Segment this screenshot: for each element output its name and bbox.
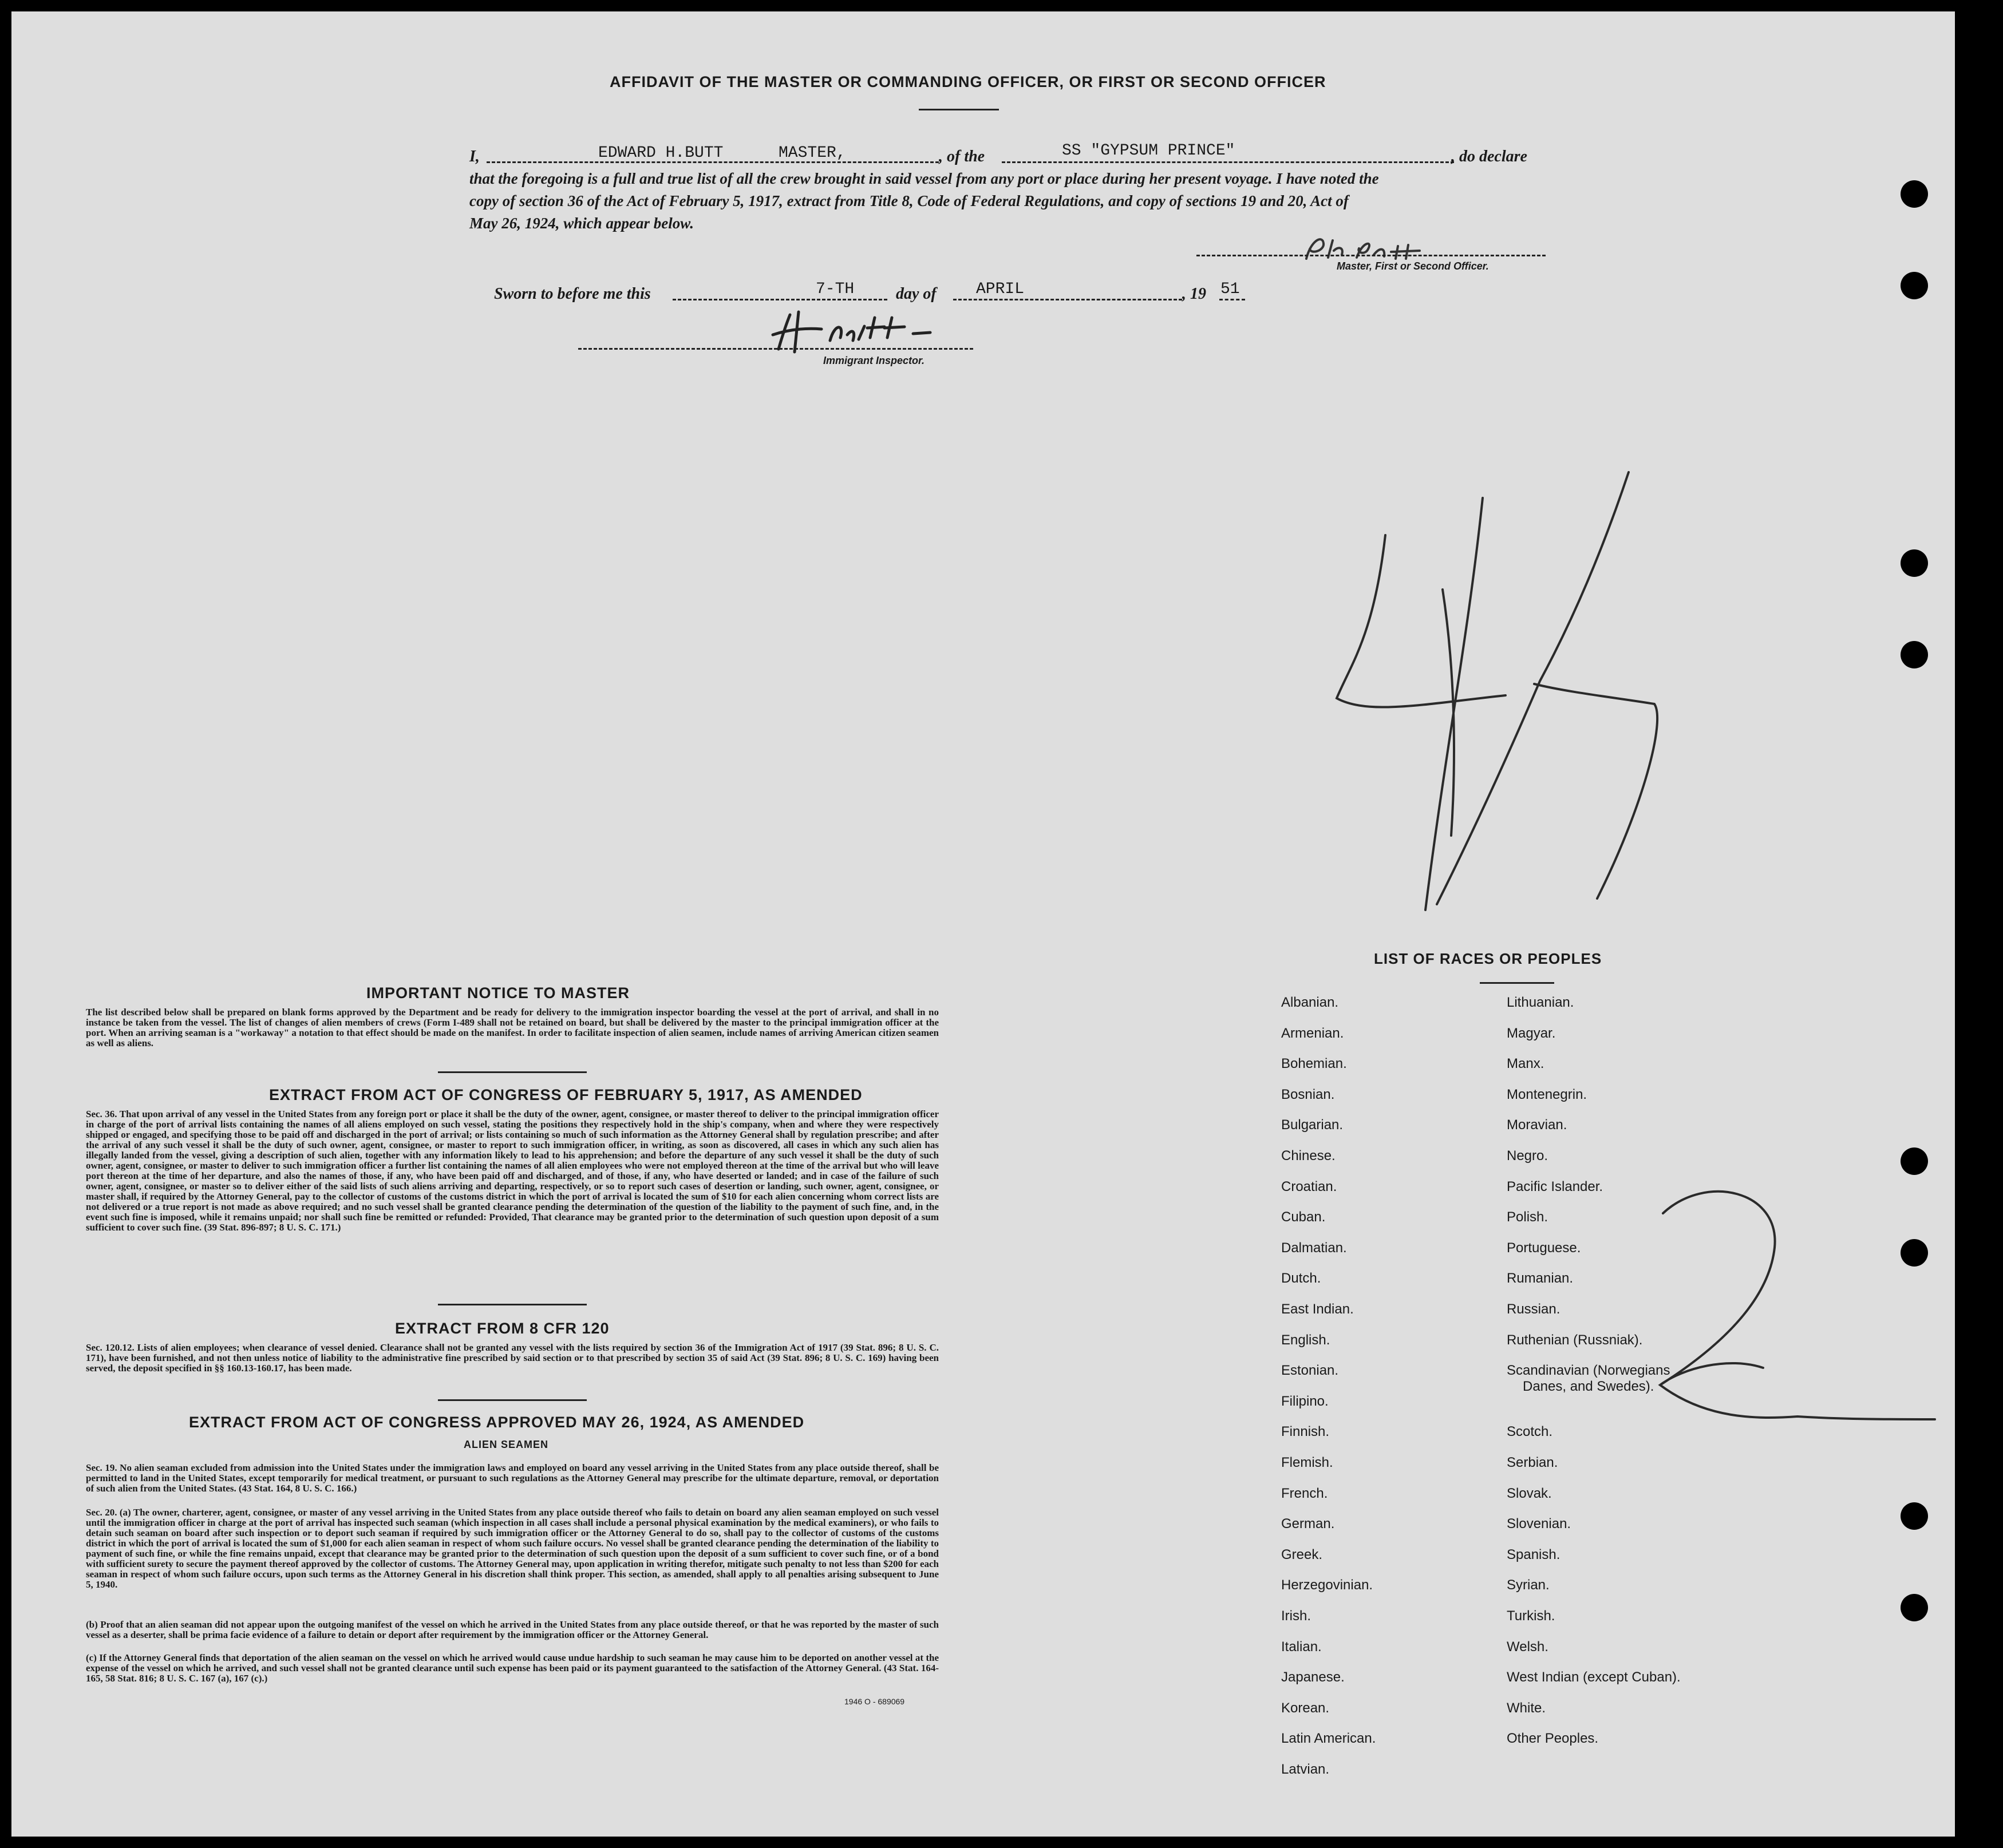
- sworn-month-value: APRIL: [976, 280, 1025, 298]
- race-item: Magyar.: [1507, 1025, 1556, 1041]
- notice-body: The list described below shall be prepared on blank forms approved by the Department and be ready for delivery to the immigration inspector boarding the vessel at the port of arrival, and shall in no instance be taken from the vessel. The list of changes of alien members of crews (Form I-489 shall not be retained on board, but shall be delivered by the master to the principal immigration officer at the port. When an arriving seaman is a "workaway" a notation to that effect should be made on the manifest. In order to facilitate inspection of alien seamen, include names of arriving American citizen seamen as well as aliens.: [86, 1007, 939, 1048]
- inspector-signature-line: [578, 348, 973, 350]
- extract-cfr-title: EXTRACT FROM 8 CFR 120: [395, 1320, 610, 1337]
- sworn-day-value: 7-TH: [816, 280, 855, 298]
- extract-1924-title: EXTRACT FROM ACT OF CONGRESS APPROVED MAY 26, 1924, AS AMENDED: [189, 1414, 805, 1431]
- extract-1924-subtitle: ALIEN SEAMEN: [464, 1439, 549, 1450]
- race-item: German.: [1281, 1516, 1335, 1532]
- race-item: Portuguese.: [1507, 1240, 1581, 1256]
- race-item: Other Peoples.: [1507, 1731, 1599, 1747]
- race-item: Herzegovinian.: [1281, 1577, 1373, 1593]
- punch-hole: [1901, 641, 1928, 668]
- race-item: West Indian (except Cuban).: [1507, 1669, 1681, 1685]
- race-item: Bohemian.: [1281, 1056, 1347, 1072]
- race-item: Slovenian.: [1507, 1516, 1571, 1532]
- race-item: Polish.: [1507, 1209, 1548, 1225]
- race-item: Greek.: [1281, 1546, 1323, 1562]
- inspector-signature: [767, 306, 950, 358]
- race-item: Croatian.: [1281, 1178, 1337, 1194]
- sec-19-body: Sec. 19. No alien seaman excluded from admission into the United States under the immigration laws and employed on board any vessel arriving in the United States from any place outside thereof, shall be permitted to land in the United States, except temporarily for medical treatment, or pursuant to such regulations as the Attorney General may prescribe for the ultimate departure, removal, or deportation of such alien from the United States. (43 Stat. 164, 8 U. S. C. 166.): [86, 1462, 939, 1494]
- race-item: Pacific Islander.: [1507, 1178, 1603, 1194]
- affidavit-title: AFFIDAVIT OF THE MASTER OR COMMANDING OFFICER, OR FIRST OR SECOND OFFICER: [610, 73, 1326, 90]
- vessel-underline: [1002, 161, 1454, 163]
- day-underline: [673, 299, 887, 300]
- race-item: Estonian.: [1281, 1363, 1339, 1379]
- race-item: Flemish.: [1281, 1455, 1333, 1470]
- punch-hole: [1901, 1239, 1928, 1267]
- month-underline: [953, 299, 1182, 300]
- race-item: Dalmatian.: [1281, 1240, 1347, 1256]
- sec-20b-body: (b) Proof that an alien seaman did not appear upon the outgoing manifest of the vessel on which he arrived in the United States from any place outside thereof, or that he was reported by the master of such vessel as a deserter, shall be prima facie evidence of a failure to detain or deport after requirement by the immigration officer or the Attorney General.: [86, 1619, 939, 1640]
- race-item: Bulgarian.: [1281, 1117, 1344, 1133]
- of-the-label: , of the: [939, 148, 985, 165]
- punch-hole: [1901, 272, 1928, 299]
- master-rank-value: MASTER,: [779, 144, 846, 162]
- race-item: Welsh.: [1507, 1639, 1548, 1655]
- race-item: Negro.: [1507, 1148, 1548, 1164]
- race-item: Armenian.: [1281, 1025, 1344, 1041]
- race-item: White.: [1507, 1700, 1546, 1716]
- separator: [438, 1304, 587, 1305]
- punch-hole: [1901, 180, 1928, 208]
- race-item: Italian.: [1281, 1639, 1322, 1655]
- race-item: Manx.: [1507, 1056, 1544, 1072]
- affidavit-line-2: that the foregoing is a full and true list of all the crew brought in said vessel from any port or place during her present voyage. I have noted the: [469, 170, 1379, 187]
- race-item: Montenegrin.: [1507, 1086, 1587, 1102]
- sec-20a-body: Sec. 20. (a) The owner, charterer, agent, consignee, or master of any vessel arriving in the United States from any place outside thereof who fails to detain on board any alien seaman employed on such vessel until the immigration officer in charge at the port of arrival has inspected such seaman (which inspection in all cases shall include a personal physical examination by the medical examiners), or who fails to detain such seaman on board after such inspection or to deport such seaman if required by such immigration officer or the Attorney General to do so, shall pay to the collector of customs of the customs district in which the port of arrival is located the sum of $1,000 for each alien seaman in respect of whom such failure occurs. No vessel shall be granted clearance pending the determination of the liability to payment of such fine, or while the fine remains unpaid, except that clearance may be granted prior to the determination of such question upon the deposit of a sum sufficient to cover such fine, or of a bond with sufficient surety to secure the payment thereof approved by the collector of customs. The Attorney General may, upon application in writing therefor, mitigate such penalty to not less than $200 for each seaman in respect of whom such failure occurs, upon such terms as the Attorney General in his discretion shall think proper. This section, as amended, shall apply to all penalties arising subsequent to June 5, 1940.: [86, 1507, 939, 1590]
- title-rule: [919, 109, 999, 110]
- race-item: Korean.: [1281, 1700, 1330, 1716]
- race-item: Serbian.: [1507, 1455, 1558, 1470]
- year-prefix: , 19: [1182, 285, 1206, 303]
- race-item: Spanish.: [1507, 1546, 1560, 1562]
- master-signature-caption: Master, First or Second Officer.: [1337, 260, 1489, 272]
- affidavit-line-4: May 26, 1924, which appear below.: [469, 215, 694, 232]
- sworn-label: Sworn to before me this: [494, 285, 651, 303]
- race-item: Turkish.: [1507, 1608, 1555, 1624]
- inspector-caption: Immigrant Inspector.: [823, 355, 925, 366]
- race-item: Latin American.: [1281, 1731, 1376, 1747]
- race-item: Scandinavian (Norwegians: [1507, 1363, 1670, 1379]
- extract-cfr-body: Sec. 120.12. Lists of alien employees; when clearance of vessel denied. Clearance shall not be granted any vessel with the lists required by section 36 of the Immigration Act of 1917 (39 Stat. 896; 8 U. S. C. 171), have been furnished, and not then unless notice of liability to the administrative fine prescribed by said section or to that prescribed by section 35 of said Act (39 Stat. 896; 8 U. S. C. 169) having been served, the deposit specified in §§ 160.13-160.17, has been made.: [86, 1342, 939, 1374]
- vessel-name-value: SS "GYPSUM PRINCE": [1062, 142, 1235, 160]
- race-item: Albanian.: [1281, 995, 1339, 1010]
- punch-hole: [1901, 1502, 1928, 1530]
- separator: [438, 1071, 587, 1073]
- race-item: Irish.: [1281, 1608, 1311, 1624]
- race-item: Ruthenian (Russniak).: [1507, 1332, 1643, 1348]
- race-item: English.: [1281, 1332, 1330, 1348]
- punch-hole: [1901, 1147, 1928, 1175]
- punch-hole: [1901, 549, 1928, 577]
- race-item: Filipino.: [1281, 1393, 1329, 1409]
- race-item: Dutch.: [1281, 1271, 1321, 1287]
- race-item: Slovak.: [1507, 1485, 1552, 1501]
- race-item: Cuban.: [1281, 1209, 1326, 1225]
- race-item: Latvian.: [1281, 1762, 1330, 1777]
- year-underline: [1219, 299, 1245, 300]
- race-item: Lithuanian.: [1507, 995, 1574, 1010]
- race-item: Syrian.: [1507, 1577, 1550, 1593]
- races-title: LIST OF RACES OR PEOPLES: [1374, 950, 1602, 967]
- do-declare-label: , do declare: [1451, 148, 1527, 165]
- extract-1917-body: Sec. 36. That upon arrival of any vessel in the United States from any foreign port or place it shall be the duty of the owner, agent, consignee, or master thereof to deliver to the principal immigration officer in charge of the port of arrival lists containing the names of all aliens employed on such vessel, stating the positions they respectively hold in the ship's company, when and where they were respectively shipped or engaged, and specifying those to be paid off and discharged in the port of arrival; or lists containing so much of such information as the Attorney General shall by regulation prescribe; and after the arrival of any such vessel it shall be the duty of such owner, agent, consignee, or master to report to such immigration officer, in writing, as soon as discovered, all cases in which any such alien has illegally landed from the vessel, giving a description of such alien, together with any information likely to lead to his apprehension; and before the departure of any such vessel it shall be the duty of such owner, agent, consignee, or master to deliver to such immigration officer a further list containing the names of all alien employees who were not employed thereon at the time of the arrival but who will leave port thereon at the time of her departure, and also the names of those, if any, who have been paid off and discharged, and of those, if any, who have deserted or landed; and in case of the failure of such owner, agent, consignee, or master so to deliver either of the said lists of such aliens arriving and departing, respectively, or so to report such cases of desertion or landing, such owner, agent, consignee, or master shall, if required by the Attorney General, pay to the collector of customs of the customs district in which the port of arrival is located the sum of $10 for each alien concerning whom correct lists are not delivered or a true report is not made as above required; and no such vessel shall be granted clearance pending the determination of the question of the liability to the payment of such fine, and, in the event such fine is imposed, while it remains unpaid; nor shall such fine be remitted or refunded: Provided, That clearance may be granted prior to the determination of such question upon deposit of a sum sufficient to cover such fine. (39 Stat. 896-897; 8 U. S. C. 171.): [86, 1109, 939, 1233]
- separator: [438, 1399, 587, 1401]
- race-item: Chinese.: [1281, 1148, 1336, 1164]
- sec-20c-body: (c) If the Attorney General finds that deportation of the alien seaman on the vessel on which he arrived would cause undue hardship to such seaman he may cause him to be deported on another vessel at the expense of the vessel on which he arrived, and such vessel shall not be granted clearance until such expense has been paid or its payment guaranteed to the satisfaction of the Attorney General. (43 Stat. 164-165, 58 Stat. 816; 8 U. S. C. 167 (a), 167 (c).): [86, 1652, 939, 1684]
- race-item: Bosnian.: [1281, 1086, 1335, 1102]
- punch-hole: [1901, 1594, 1928, 1621]
- handwritten-mark-2: [1637, 1179, 1946, 1442]
- print-code: 1946 O - 689069: [844, 1697, 905, 1706]
- notice-title: IMPORTANT NOTICE TO MASTER: [366, 984, 630, 1002]
- sworn-year-value: 51: [1220, 280, 1240, 298]
- master-name-value: EDWARD H.BUTT: [598, 144, 724, 162]
- races-title-rule: [1480, 982, 1554, 984]
- handwritten-mark-4-7: [1311, 464, 1769, 921]
- race-item: Finnish.: [1281, 1424, 1330, 1440]
- extract-1917-title: EXTRACT FROM ACT OF CONGRESS OF FEBRUARY 5, 1917, AS AMENDED: [269, 1086, 863, 1103]
- race-item: Rumanian.: [1507, 1271, 1574, 1287]
- race-item: Moravian.: [1507, 1117, 1567, 1133]
- affidavit-line-3: copy of section 36 of the Act of February 5, 1917, extract from Title 8, Code of Federal Regulations, and copy of sections 19 and 20, Act of: [469, 192, 1349, 209]
- race-item: Scotch.: [1507, 1424, 1553, 1440]
- race-item: East Indian.: [1281, 1301, 1354, 1317]
- form-sheet: [11, 11, 1955, 1837]
- race-item: Russian.: [1507, 1301, 1560, 1317]
- race-item: Danes, and Swedes).: [1523, 1379, 1654, 1395]
- day-of-label: day of: [896, 285, 937, 303]
- race-item: French.: [1281, 1485, 1328, 1501]
- race-item: Japanese.: [1281, 1669, 1345, 1685]
- affidavit-intro: I,: [469, 148, 480, 165]
- master-signature-line: [1196, 255, 1546, 256]
